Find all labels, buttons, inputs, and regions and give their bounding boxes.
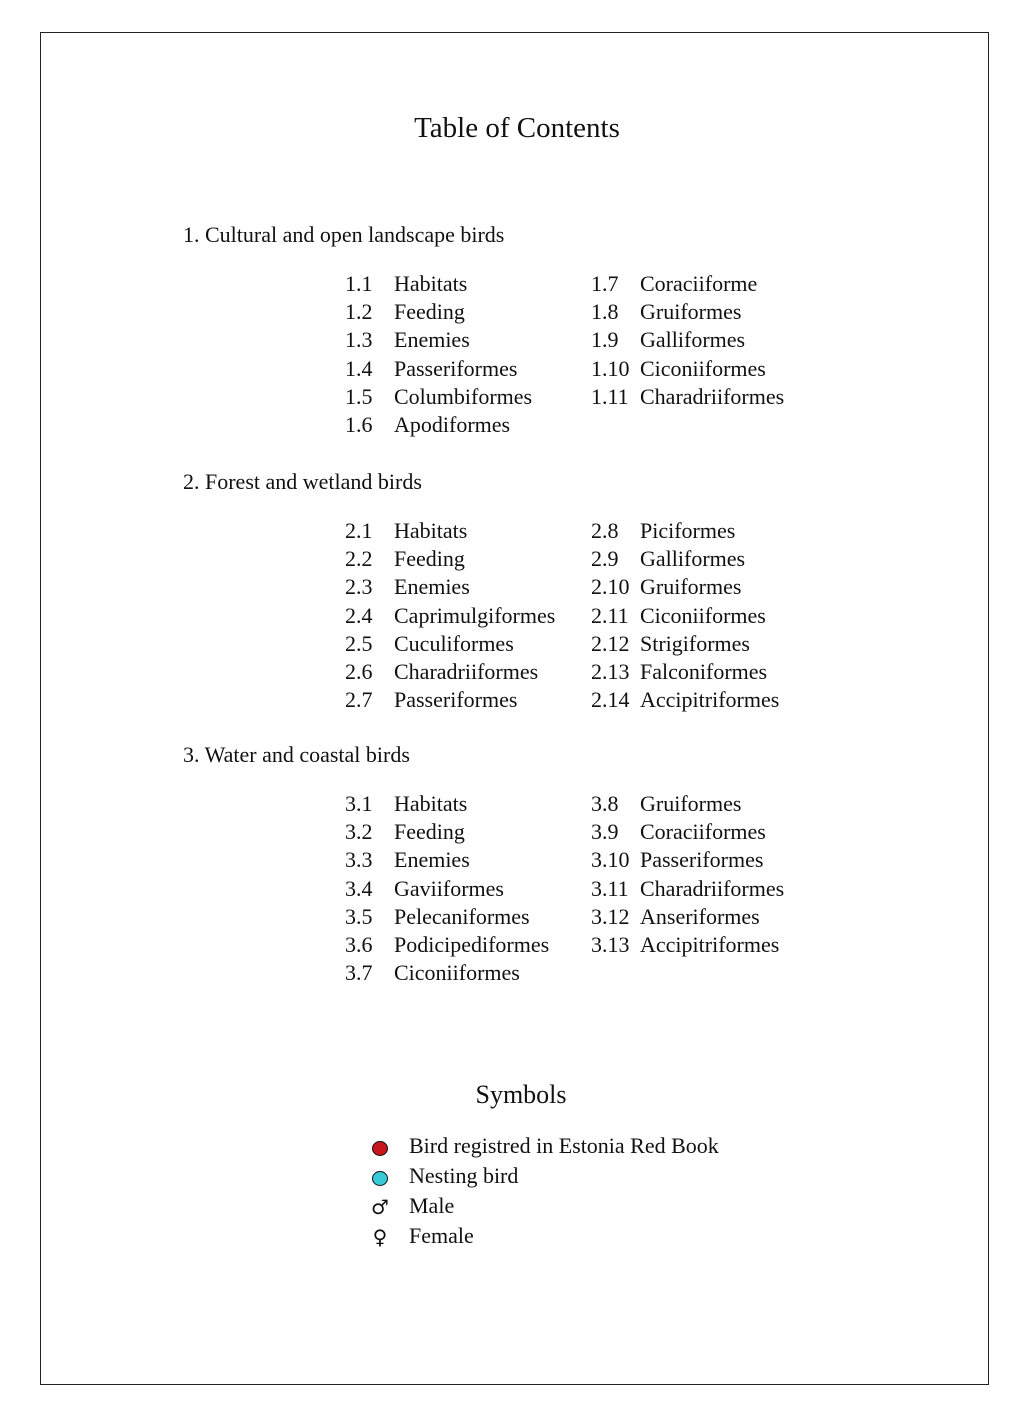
- toc-entry-number: 1.4: [345, 355, 373, 381]
- toc-entry-label: Galliformes: [640, 327, 746, 353]
- symbol-label: Female: [409, 1223, 474, 1248]
- toc-entry-number: 2.12: [591, 630, 630, 656]
- toc-entry-label: Cuculiformes: [394, 630, 514, 656]
- toc-entry-number: 2.3: [345, 574, 373, 600]
- toc-entry-number: 3.4: [345, 875, 373, 901]
- female-symbol-icon: ♀: [372, 1225, 388, 1249]
- toc-entry-label: Apodiformes: [394, 412, 511, 437]
- toc-entry-label: Charadriiformes: [394, 659, 539, 684]
- toc-entry-number: 2.10: [591, 574, 630, 600]
- toc-entry-number: 1.6: [345, 412, 373, 437]
- toc-entry-number: 3.1: [345, 791, 373, 816]
- symbol-label: Bird registred in Estonia Red Book: [409, 1133, 719, 1158]
- toc-entry-label: Coraciiformes: [640, 819, 766, 845]
- toc-entry-label: Accipitriformes: [640, 687, 780, 713]
- toc-entry-number: 2.9: [591, 546, 619, 572]
- toc-entry-label: Ciconiiformes: [640, 602, 766, 628]
- section-heading: 3. Water and coastal birds: [183, 742, 410, 767]
- toc-entry-number: 3.5: [345, 903, 373, 929]
- toc-entry-label: Charadriiformes: [640, 875, 785, 901]
- toc-entry-label: Habitats: [394, 518, 468, 543]
- symbol-label: Nesting bird: [409, 1163, 519, 1188]
- toc-entry-label: Enemies: [394, 327, 470, 353]
- toc-entry-number: 3.6: [345, 932, 373, 957]
- toc-entry-number: 3.8: [591, 791, 619, 816]
- toc-entry-label: Ciconiiformes: [394, 960, 520, 986]
- toc-entry-label: Charadriiformes: [640, 383, 785, 409]
- toc-entry-label: Gruiformes: [640, 299, 742, 325]
- toc-entry-label: Falconiformes: [640, 659, 768, 684]
- toc-entry-label: Galliformes: [640, 546, 746, 572]
- toc-entry-label: Pelecaniformes: [394, 903, 530, 929]
- red-dot-icon: [370, 1139, 390, 1159]
- toc-entry-number: 3.12: [591, 903, 630, 929]
- toc-entry-label: Gaviiformes: [394, 875, 504, 901]
- toc-entry-number: 1.10: [591, 355, 630, 381]
- toc-entry-number: 3.11: [591, 875, 629, 901]
- toc-entry-number: 3.13: [591, 932, 630, 957]
- toc-entry-label: Passeriformes: [640, 847, 764, 873]
- section-heading: 2. Forest and wetland birds: [183, 469, 422, 494]
- toc-entry-label: Enemies: [394, 574, 470, 600]
- toc-entry-label: Habitats: [394, 271, 468, 296]
- toc-entry-number: 1.1: [345, 271, 373, 296]
- toc-entry-number: 3.7: [345, 960, 373, 986]
- toc-entry-number: 1.7: [591, 271, 619, 296]
- toc-entry-number: 2.7: [345, 687, 373, 713]
- toc-entry-number: 2.1: [345, 518, 373, 543]
- toc-entry-label: Passeriformes: [394, 687, 518, 713]
- toc-entry-label: Feeding: [394, 819, 465, 845]
- symbols-title: Symbols: [475, 1080, 567, 1109]
- toc-entry-number: 2.2: [345, 546, 373, 572]
- toc-entry-label: Accipitriformes: [640, 932, 780, 957]
- toc-entry-number: 3.10: [591, 847, 630, 873]
- toc-entry-label: Feeding: [394, 546, 465, 572]
- toc-entry-label: Anseriformes: [640, 903, 760, 929]
- toc-entry-number: 3.2: [345, 819, 373, 845]
- symbol-label: Male: [409, 1193, 455, 1218]
- page-title: Table of Contents: [414, 112, 620, 144]
- toc-entry-label: Feeding: [394, 299, 465, 325]
- toc-entry-label: Strigiformes: [640, 630, 750, 656]
- toc-entry-label: Habitats: [394, 791, 468, 816]
- toc-entry-number: 2.5: [345, 630, 373, 656]
- toc-entry-number: 3.3: [345, 847, 373, 873]
- toc-entry-label: Enemies: [394, 847, 470, 873]
- toc-entry-label: Podicipediformes: [394, 932, 550, 957]
- toc-entry-number: 1.8: [591, 299, 619, 325]
- toc-entry-number: 1.11: [591, 383, 629, 409]
- section-heading: 1. Cultural and open landscape birds: [183, 222, 505, 247]
- toc-entry-label: Piciformes: [640, 518, 736, 543]
- toc-entry-label: Caprimulgiformes: [394, 602, 556, 628]
- toc-entry-number: 2.13: [591, 659, 630, 684]
- toc-entry-label: Passeriformes: [394, 355, 518, 381]
- toc-entry-number: 1.3: [345, 327, 373, 353]
- toc-entry-number: 2.6: [345, 659, 373, 684]
- male-symbol-icon: ♂: [371, 1195, 389, 1219]
- toc-entry-number: 2.8: [591, 518, 619, 543]
- toc-entry-number: 1.5: [345, 383, 373, 409]
- toc-entry-number: 2.14: [591, 687, 630, 713]
- toc-entry-number: 3.9: [591, 819, 619, 845]
- toc-entry-number: 1.9: [591, 327, 619, 353]
- toc-entry-number: 2.4: [345, 602, 373, 628]
- toc-entry-label: Gruiformes: [640, 574, 742, 600]
- toc-entry-number: 1.2: [345, 299, 373, 325]
- toc-entry-number: 2.11: [591, 602, 629, 628]
- toc-entry-label: Coraciiforme: [640, 271, 758, 296]
- toc-entry-label: Columbiformes: [394, 383, 533, 409]
- cyan-dot-icon: [370, 1169, 390, 1189]
- toc-entry-label: Gruiformes: [640, 791, 742, 816]
- toc-entry-label: Ciconiiformes: [640, 355, 766, 381]
